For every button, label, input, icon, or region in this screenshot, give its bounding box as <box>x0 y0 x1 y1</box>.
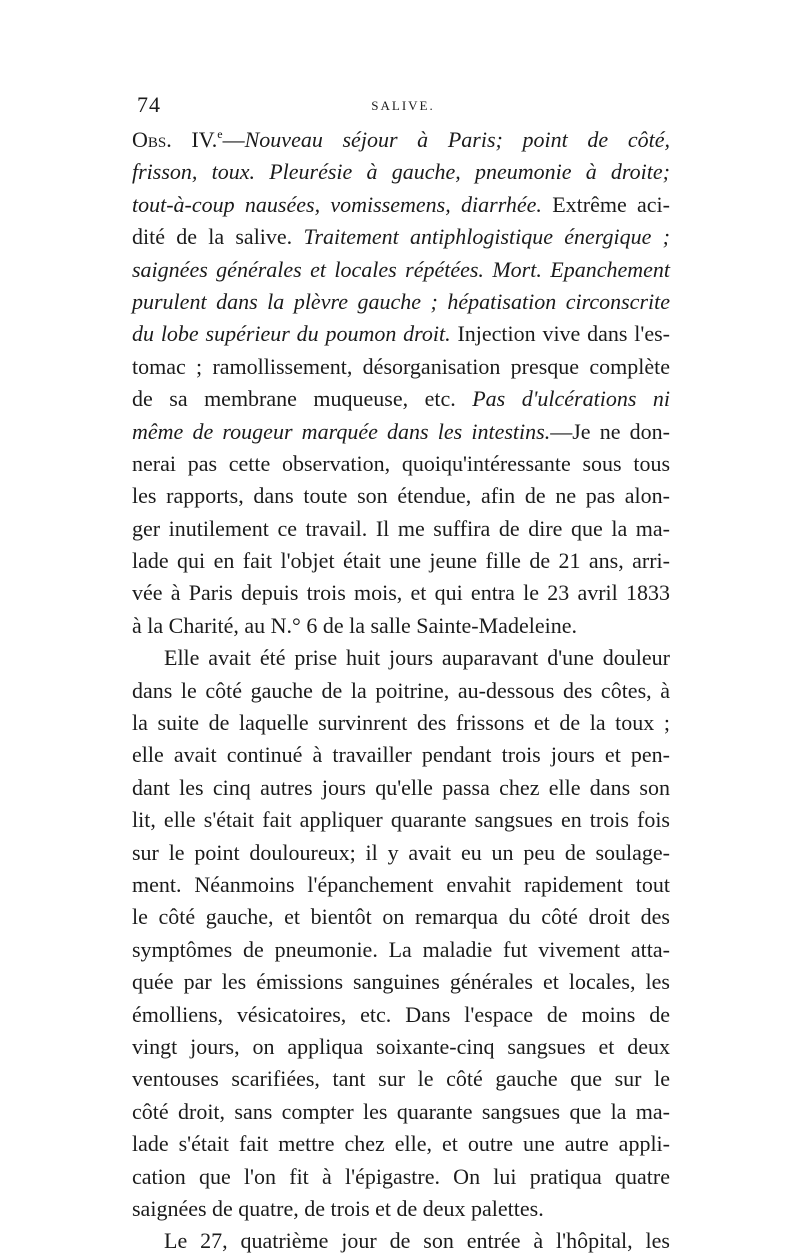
text-line <box>132 1161 670 1193</box>
text-line <box>132 739 670 771</box>
text-line <box>132 1193 670 1225</box>
text-segment: ment. Néanmoins l'épanchement envahit rapidement tout <box>132 871 670 897</box>
body-text <box>132 124 670 1258</box>
text-line <box>132 804 670 836</box>
text-line <box>132 610 670 642</box>
text-line <box>132 513 670 545</box>
text-segment: Traitement antiphlogistique énergique ; <box>303 224 670 250</box>
text-line <box>132 221 670 253</box>
text-segment: frisson, toux. Pleurésie à gauche, pneumonie à droite; <box>132 159 670 185</box>
text-line <box>132 707 670 739</box>
text-line <box>132 1225 670 1257</box>
text-line <box>132 1031 670 1063</box>
text-segment: Elle avait été prise huit jours auparavant d'une douleur <box>164 645 670 671</box>
text-segment: saignées de quatre, de trois et de deux palettes. <box>132 1195 544 1221</box>
text-segment: sur le point douloureux; il y avait eu un peu de soulage- <box>132 839 670 865</box>
text-segment: Injection vive dans l'es- <box>450 321 670 347</box>
text-segment: saignées générales et locales répétées. Mort. Epanchement <box>132 256 670 282</box>
text-segment: elle avait continué à travailler pendant trois jours et pen- <box>132 742 670 768</box>
text-segment: dité de la salive. <box>132 224 304 250</box>
text-segment: purulent dans la plèvre gauche ; hépatisation circonscrite <box>132 288 670 314</box>
text-line <box>132 480 670 512</box>
text-line <box>132 577 670 609</box>
text-segment: Nouveau séjour à Paris; point de côté, <box>244 127 670 152</box>
text-line <box>132 545 670 577</box>
text-line <box>132 254 670 286</box>
text-line <box>132 448 670 480</box>
text-line <box>132 124 670 156</box>
text-segment: quée par les émissions sanguines générales et locales, les <box>132 969 670 995</box>
text-segment: le côté gauche, et bientôt on remarqua du côté droit des <box>132 904 670 930</box>
text-line <box>132 934 670 966</box>
text-segment: du lobe supérieur du poumon droit. <box>132 321 451 347</box>
text-line <box>132 966 670 998</box>
text-segment: dans le côté gauche de la poitrine, au-dessous des côtes, à <box>132 677 670 703</box>
text-segment: dant les cinq autres jours qu'elle passa chez elle dans son <box>132 774 670 800</box>
page-number: 74 <box>137 92 161 117</box>
text-line <box>132 156 670 188</box>
text-line <box>132 189 670 221</box>
text-segment: Obs. IV. <box>132 127 218 152</box>
text-segment: ger inutilement ce travail. Il me suffira de dire que la ma- <box>132 515 670 541</box>
running-title: SALIVE. <box>371 98 435 113</box>
text-segment: cation que l'on fit à l'épigastre. On lui pratiqua quatre <box>132 1163 670 1189</box>
text-line <box>132 318 670 350</box>
text-segment: — <box>222 127 245 152</box>
text-segment: tout-à-coup nausées, vomissemens, diarrhée. <box>132 191 542 217</box>
text-line <box>132 416 670 448</box>
text-line <box>132 901 670 933</box>
text-segment: —Je ne don- <box>550 418 670 444</box>
text-segment: symptômes de pneumonie. La maladie fut vivement atta- <box>132 936 670 962</box>
text-segment: émolliens, vésicatoires, etc. Dans l'espace de moins de <box>132 1001 670 1027</box>
text-segment: lade s'était fait mettre chez elle, et outre une autre appli- <box>132 1131 670 1157</box>
text-segment: lit, elle s'était fait appliquer quarante sangsues en trois fois <box>132 807 670 833</box>
text-segment: ventouses scarifiées, tant sur le côté gauche que sur le <box>132 1066 670 1092</box>
text-segment: tomac ; ramollissement, désorganisation presque complète <box>132 353 670 379</box>
text-segment: la suite de laquelle survinrent des frissons et de la toux ; <box>132 710 670 736</box>
running-head <box>137 92 669 122</box>
text-segment: les rapports, dans toute son étendue, afin de ne pas alon- <box>132 483 670 509</box>
text-line <box>132 869 670 901</box>
text-line <box>132 999 670 1031</box>
text-line <box>132 1128 670 1160</box>
text-segment: lade qui en fait l'objet était une jeune fille de 21 ans, arri- <box>132 548 670 574</box>
text-line <box>132 675 670 707</box>
text-segment: e <box>217 127 223 141</box>
text-line <box>132 772 670 804</box>
text-line <box>132 837 670 869</box>
text-segment: côté droit, sans compter les quarante sangsues que la ma- <box>132 1098 670 1124</box>
text-segment: vée à Paris depuis trois mois, et qui entra le 23 avril 1833 <box>132 580 670 606</box>
text-segment: Extrême aci- <box>541 191 670 217</box>
text-segment: nerai pas cette observation, quoiqu'intéressante sous tous <box>132 450 670 476</box>
text-segment: Pas d'ulcérations ni <box>472 386 670 412</box>
text-segment: de sa membrane muqueuse, etc. <box>132 386 473 412</box>
text-line <box>132 286 670 318</box>
text-segment: même de rougeur marquée dans les intestins. <box>132 418 551 444</box>
text-segment: à la Charité, au N.° 6 de la salle Sainte-Madeleine. <box>132 612 577 638</box>
text-line <box>132 383 670 415</box>
text-segment: Le 27, quatrième jour de son entrée à l'hôpital, les <box>164 1228 670 1254</box>
text-line <box>132 642 670 674</box>
text-line <box>132 1063 670 1095</box>
text-line <box>132 351 670 383</box>
text-line <box>132 1096 670 1128</box>
text-segment: vingt jours, on appliqua soixante-cinq sangsues et deux <box>132 1033 670 1059</box>
